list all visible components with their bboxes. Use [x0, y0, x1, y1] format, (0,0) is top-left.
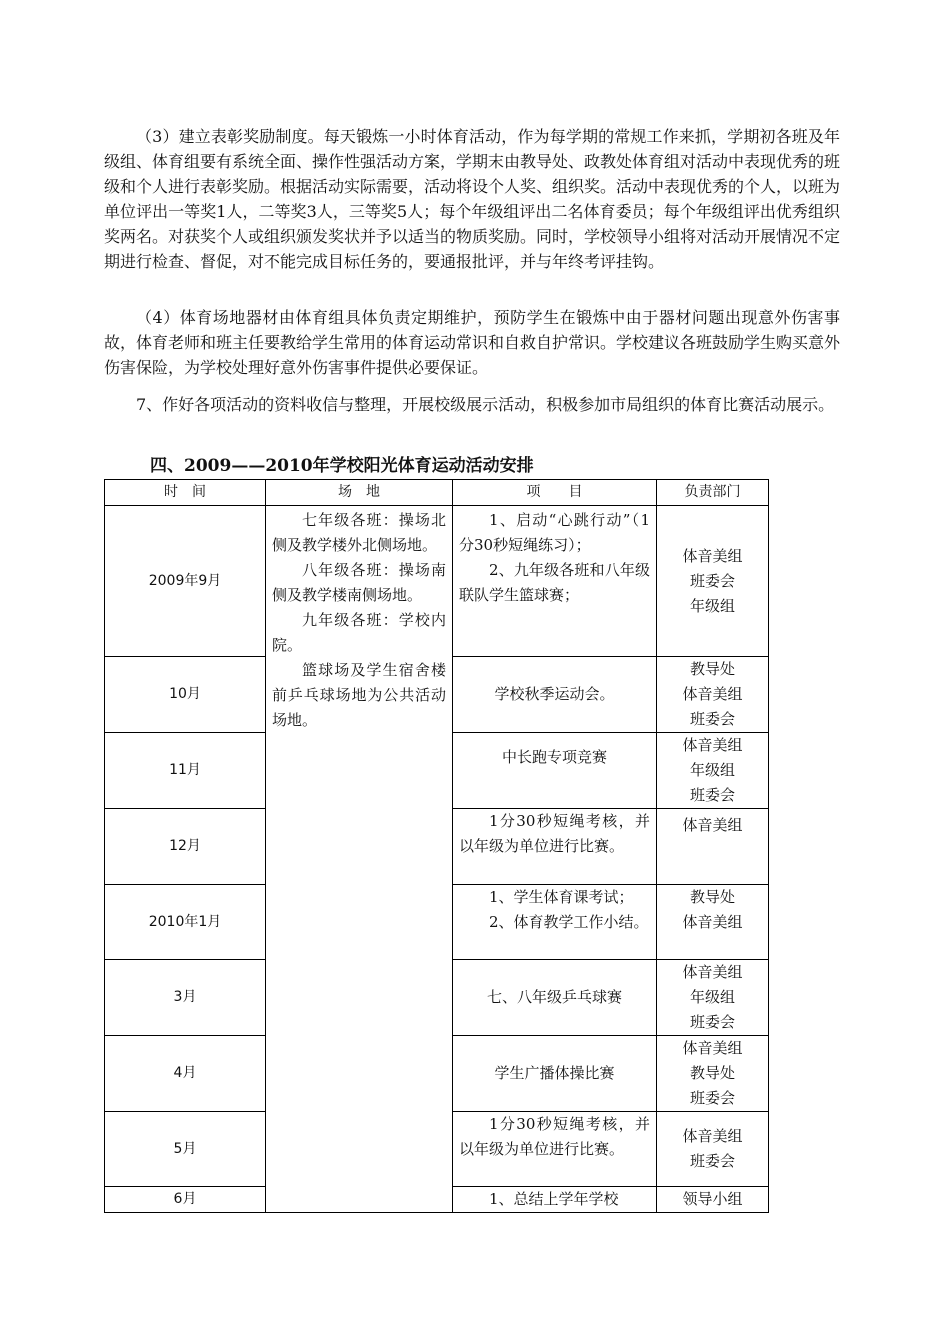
project-cell [453, 1187, 657, 1213]
project-cell [453, 1036, 657, 1112]
project-cell [453, 809, 657, 885]
project-line: 1、学生体育课考试； [489, 888, 634, 906]
place-grade9: 九年级各班：学校内院。 [272, 611, 446, 654]
dept-cell [657, 960, 769, 1036]
dept-line: 班委会 [689, 571, 735, 590]
project-line: 1、启动“心跳行动”（1分30秒短绳练习）； [459, 511, 650, 554]
project-cell [453, 885, 657, 960]
time-cell: 4月 [105, 1036, 266, 1112]
activity-schedule-table [104, 479, 769, 1213]
time-cell: 5月 [105, 1112, 266, 1187]
header-time: 时 间 [105, 480, 266, 506]
paragraph-equipment: （4）体育场地器材由体育组具体负责定期维护，预防学生在锻炼中由于器材问题出现意外伤害事故，体育老师和班主任要教给学生常用的体育运动常识和自救自护常识。学校建议各班鼓励学生购买意外伤害保险，为学校处理好意外伤害事件提供必要保证。 [104, 308, 841, 377]
dept-line: 体音美组 [682, 963, 743, 981]
dept-cell [657, 733, 769, 809]
dept-line: 体音美组 [682, 685, 743, 703]
dept-line: 班委会 [689, 786, 735, 804]
dept-cell [657, 885, 769, 960]
dept-line: 体音美组 [682, 736, 743, 754]
dept-line: 班委会 [689, 1013, 735, 1031]
header-dept: 负责部门 [657, 480, 769, 506]
dept-cell [657, 1187, 769, 1213]
project-line: 1分30秒短绳考核，并以年级为单位进行比赛。 [459, 1115, 650, 1158]
project-line: 中长跑专项竞赛 [501, 748, 607, 766]
time-cell: 12月 [105, 809, 266, 885]
project-line: 学校秋季运动会。 [494, 685, 615, 703]
dept-cell [657, 1036, 769, 1112]
project-line: 2、体育教学工作小结。 [489, 913, 649, 931]
dept-line: 年级组 [689, 596, 735, 615]
table-header-row [105, 480, 769, 506]
project-cell [453, 733, 657, 809]
place-grade8: 八年级各班：操场南侧及教学楼南侧场地。 [272, 561, 446, 604]
dept-line: 班委会 [689, 1089, 735, 1107]
project-cell [453, 960, 657, 1036]
dept-line: 年级组 [689, 988, 735, 1006]
paragraph-records: 7、作好各项活动的资料收信与整理，开展校级展示活动，积极参加市局组织的体育比赛活动展示。 [136, 395, 835, 414]
project-line: 学生广播体操比赛 [494, 1064, 615, 1082]
project-line: 2、九年级各班和八年级联队学生篮球赛； [459, 561, 650, 604]
dept-line: 体音美组 [682, 1039, 743, 1057]
paragraph-rewards: （3）建立表彰奖励制度。每天锻炼一小时体育活动，作为每学期的常规工作来抓，学期初各班及年级组、体育组要有系统全面、操作性强活动方案，学期末由教导处、政教处体育组对活动中表现优秀的班级和个人进行表彰奖励。根据活动实际需要，活动将设个人奖、组织奖。活动中表现优秀的个人，以班为单位评出一等奖1人，二等奖3人，三等奖5人；每个年级组评出二名体育委员；每个年级组评出优秀组织奖两名。对获奖个人或组织颁发奖状并予以适当的物质奖励。同时，学校领导小组将对活动开展情况不定期进行检查、督促，对不能完成目标任务的，要通报批评，并与年终考评挂钩。 [104, 127, 841, 271]
place-cell [266, 506, 453, 1213]
project-line: 1、总结上学年学校 [489, 1190, 619, 1208]
dept-line: 班委会 [689, 1152, 735, 1170]
table-row [105, 506, 769, 657]
project-cell [453, 506, 657, 657]
time-cell: 2010年1月 [105, 885, 266, 960]
dept-line: 体音美组 [682, 913, 743, 931]
dept-cell [657, 1112, 769, 1187]
place-public: 篮球场及学生宿舍楼前乒乓球场地为公共活动场地。 [272, 661, 446, 729]
header-project: 项 目 [453, 480, 657, 506]
project-cell [453, 657, 657, 733]
dept-line: 年级组 [689, 761, 735, 779]
project-line: 1分30秒短绳考核，并以年级为单位进行比赛。 [459, 812, 650, 855]
time-cell: 6月 [105, 1187, 266, 1213]
project-cell [453, 1112, 657, 1187]
dept-line: 教导处 [689, 1064, 735, 1082]
time-cell: 3月 [105, 960, 266, 1036]
time-cell: 11月 [105, 733, 266, 809]
time-cell: 10月 [105, 657, 266, 733]
dept-line: 领导小组 [682, 1190, 743, 1208]
dept-line: 体音美组 [682, 1127, 743, 1145]
dept-line: 班委会 [689, 710, 735, 728]
dept-line: 体音美组 [682, 816, 743, 834]
project-line: 七、八年级乒乓球赛 [486, 988, 622, 1006]
dept-line: 体音美组 [682, 546, 743, 565]
time-cell: 2009年9月 [105, 506, 266, 657]
section-heading: 四、2009——2010年学校阳光体育运动活动安排 [150, 456, 534, 476]
dept-line: 教导处 [689, 888, 735, 906]
dept-line: 教导处 [689, 660, 735, 678]
header-place: 场 地 [266, 480, 453, 506]
place-grade7: 七年级各班：操场北侧及教学楼外北侧场地。 [272, 511, 446, 554]
dept-cell [657, 506, 769, 657]
dept-cell [657, 657, 769, 733]
dept-cell [657, 809, 769, 885]
